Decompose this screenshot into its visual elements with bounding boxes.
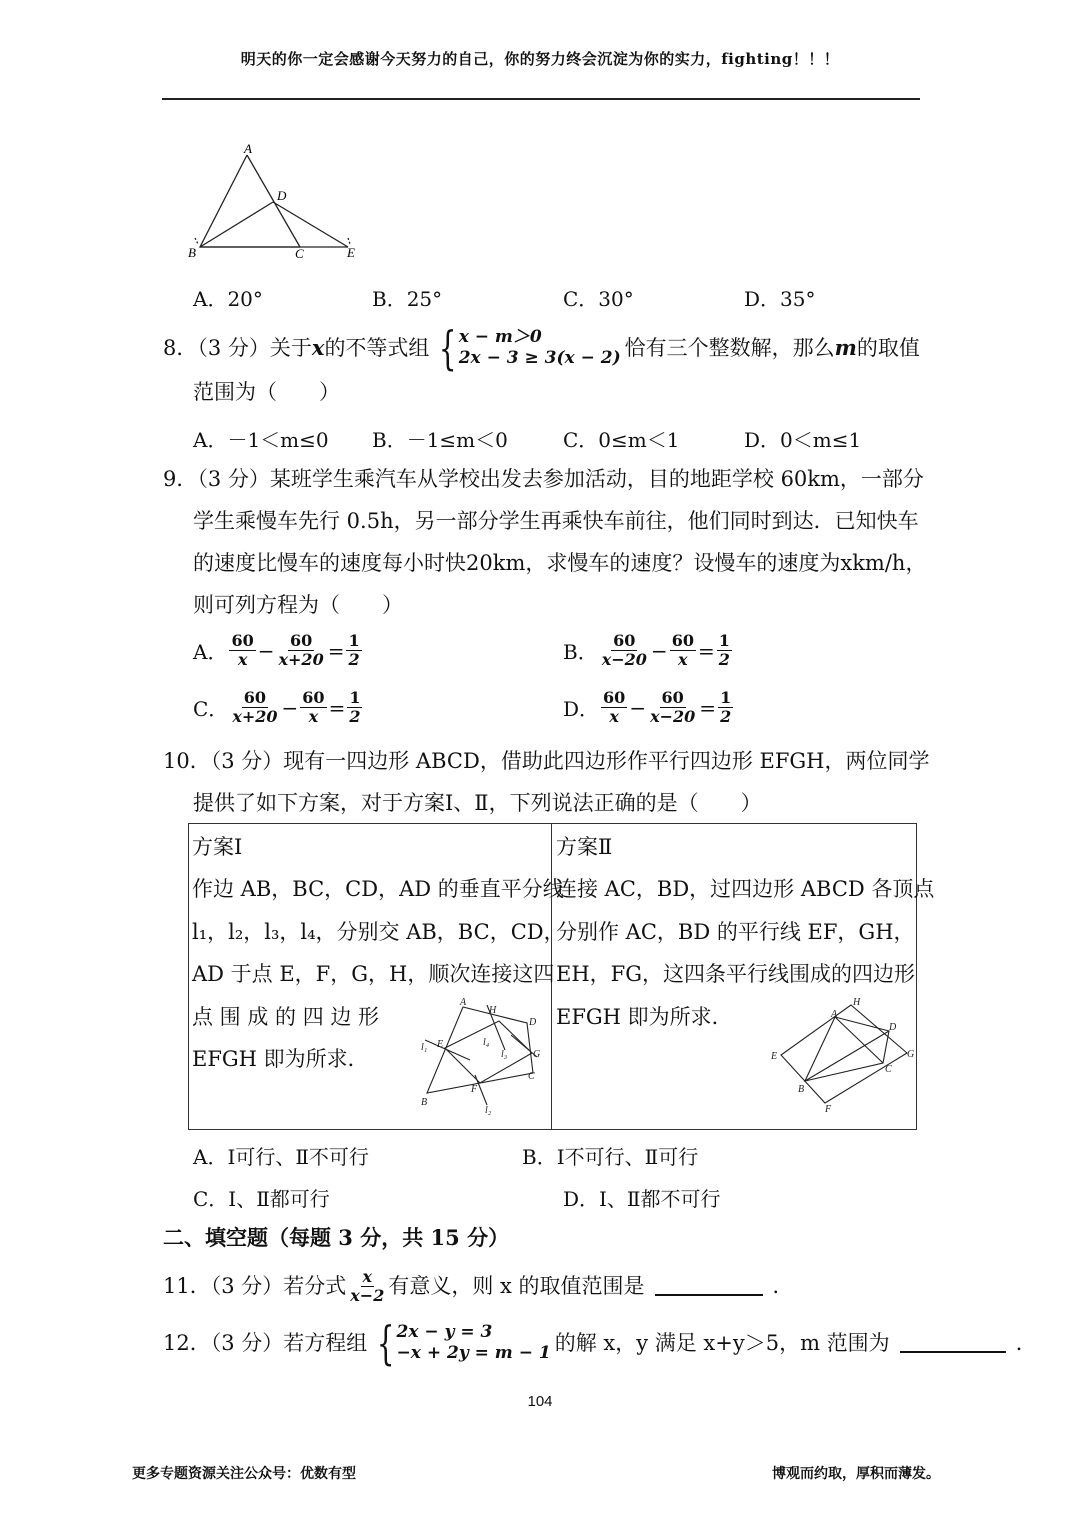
q9-option-d [563,689,735,726]
q12-end: ． [1015,1331,1037,1355]
plan1-text-4: 点 围 成 的 四 边 形 [192,1005,380,1029]
label-b: B [188,245,196,260]
label-d: D [277,188,287,203]
fraction: $\frac{1}{2}$ [349,688,361,726]
q9-option-b [563,632,734,669]
plan2-title: 方案Ⅱ [556,835,613,859]
fig2-label-e: E [771,1051,778,1062]
fig2-label-h: H [853,997,861,1008]
fraction: $\frac{x}{x-2}$ [350,1266,385,1305]
equals-sign: = [328,695,346,720]
minus-sign: − [650,638,668,663]
q8-row2: 2x − 3 ≥ 3(x − 2) [458,348,621,368]
fraction: $\frac{60}{x}$ [671,631,694,669]
q10-option-c: C．Ⅰ、Ⅱ都可行 [193,1187,330,1211]
fig2-label-d: D [889,1022,897,1033]
plan1-text-2: l₁，l₂，l₃，l₄，分别交 AB，BC，CD， [192,920,565,944]
plan1-figure [415,995,550,1120]
minus-sign: − [281,695,299,720]
fraction: $\frac{60}{x+20}$ [278,631,324,669]
q11-prefix: 11．（3 分）若分式 [163,1274,347,1298]
q8-inequality-system [433,321,621,375]
q7-option-d: D．35° [744,287,816,311]
fig1-label-l1: l₁ [421,1042,428,1053]
fig1-label-l4: l₄ [483,1037,490,1048]
q12-stem [163,1316,1037,1370]
fig1-label-a: A [460,997,467,1008]
fig1-label-d: D [529,1017,537,1028]
q8-option-d: D．0＜m≤1 [744,428,862,452]
fig1-label-g: G [533,1049,541,1060]
option-letter: D． [563,697,600,721]
plan1-text-3: AD 于点 E，F，G，H，顺次连接这四 [192,962,555,986]
q12-row2: −x + 2y = m − 1 [396,1343,551,1363]
footer-right: 博观而约取，厚积而薄发。 [772,1466,940,1482]
fig1-label-b: B [421,1097,428,1108]
fraction: $\frac{60}{x+20}$ [232,688,278,726]
label-a: A [244,141,252,156]
footer-left: 更多专题资源关注公众号：优数有型 [132,1466,356,1482]
plan2-text-1: 连接 AC，BD，过四边形 ABCD 各顶点 [556,877,935,901]
fraction: $\frac{1}{2}$ [348,631,360,669]
fig2-label-b: B [798,1084,805,1095]
plan2-figure [765,995,915,1120]
fraction: $\frac{60}{x}$ [231,631,254,669]
q7-option-a: A．20° [193,287,263,311]
q8-var-x: x [311,335,325,360]
plan2-text-4: EFGH 即为所求． [556,1005,733,1029]
q7-option-b: B．25° [372,287,443,311]
option-letter: B． [563,640,598,664]
q8-option-a: A．－1＜m≤0 [193,428,329,452]
q8-suffix2: 的取值 [856,336,920,360]
plan1-text-1: 作边 AB，BC，CD，AD 的垂直平分线 [192,877,564,901]
label-e: E [347,245,355,260]
fig1-label-f: F [471,1084,478,1095]
brace-icon: { [439,321,457,375]
fig1-label-l3: l₃ [501,1049,508,1060]
q8-line2: 范围为（ ） [193,380,340,404]
fig2-label-f: F [825,1104,832,1115]
equals-sign: = [697,638,715,663]
answer-blank[interactable] [900,1333,1006,1353]
fraction: $\frac{60}{x-20}$ [650,688,696,726]
page-header: 明天的你一定会感谢今天努力的自己，你的努力终会沉淀为你的实力，fighting！！！ [240,50,840,68]
q8-suffix: 恰有三个整数解，那么 [624,336,835,360]
q7-option-c: C．30° [563,287,634,311]
fig1-label-h: H [489,1005,497,1016]
q9-line2: 学生乘慢车先行 0.5h，另一部分学生再乘快车前往，他们同时到达．已知快车 [193,509,919,533]
q10-line1: 10．（3 分）现有一四边形 ABCD，借助此四边形作平行四边形 EFGH，两位同学 [163,749,930,773]
q12-equation-system [371,1316,551,1370]
q9-line4: 则可列方程为（ ） [193,593,403,617]
q11-suffix: 有意义，则 x 的取值范围是 [388,1274,645,1298]
header-rule [162,98,920,100]
fig1-label-e: E [437,1039,444,1050]
q8-prefix: 8．（3 分）关于 [163,336,312,360]
q12-prefix: 12．（3 分）若方程组 [163,1331,368,1355]
fraction: $\frac{1}{2}$ [720,688,732,726]
fig2-label-a: A [831,1009,838,1020]
q9-option-a [193,632,364,669]
plan1-text-5: EFGH 即为所求． [192,1047,369,1071]
q12-suffix: 的解 x，y 满足 x+y＞5，m 范围为 [554,1331,890,1355]
fraction: $\frac{60}{x-20}$ [601,631,647,669]
q10-option-a: A．Ⅰ可行、Ⅱ不可行 [193,1145,369,1169]
q10-line2: 提供了如下方案，对于方案Ⅰ、Ⅱ，下列说法正确的是（ ） [193,791,762,815]
plan2-text-2: 分别作 AC，BD 的平行线 EF，GH， [556,920,915,944]
q11-stem [163,1266,794,1306]
fraction: $\frac{60}{x}$ [302,688,325,726]
answer-blank[interactable] [655,1276,763,1296]
equals-sign: = [699,695,717,720]
q12-row1: 2x − y = 3 [396,1322,493,1342]
minus-sign: − [257,638,275,663]
q10-option-d: D．Ⅰ、Ⅱ都不可行 [563,1187,721,1211]
fraction: $\frac{60}{x}$ [603,688,626,726]
q8-option-b: B．－1≤m＜0 [372,428,508,452]
option-letter: C． [193,697,229,721]
plan1-title: 方案Ⅰ [192,835,243,859]
fig1-label-l2: l₂ [485,1105,492,1116]
fig1-label-c: C [528,1071,535,1082]
q9-line1: 9．（3 分）某班学生乘汽车从学校出发去参加活动，目的地距学校 60km，一部分 [163,467,924,491]
q8-mid: 的不等式组 [324,336,430,360]
equals-sign: = [327,638,345,663]
fraction: $\frac{1}{2}$ [718,631,730,669]
page-number: 104 [527,1393,553,1410]
q8-stem [163,321,920,375]
option-letter: A． [193,640,228,664]
q11-end: ． [772,1274,794,1298]
q8-row1: x − m＞0 [458,327,542,347]
q9-line3: 的速度比慢车的速度每小时快20km，求慢车的速度？设慢车的速度为xkm/h， [193,551,927,575]
fig2-label-c: C [885,1064,892,1075]
brace-icon: { [377,1316,395,1370]
label-c: C [295,246,304,261]
minus-sign: − [629,695,647,720]
section-title: 二、填空题（每题 3 分，共 15 分） [163,1225,510,1250]
triangle-figure-q7 [185,140,370,265]
q8-option-c: C．0≤m＜1 [563,428,680,452]
plan2-text-3: EH，FG，这四条平行线围成的四边形 [556,962,915,986]
q8-var-m: m [834,335,857,360]
fig2-label-g: G [907,1049,915,1060]
q10-option-b: B．Ⅰ不可行、Ⅱ可行 [522,1145,699,1169]
q9-option-c [193,689,364,726]
